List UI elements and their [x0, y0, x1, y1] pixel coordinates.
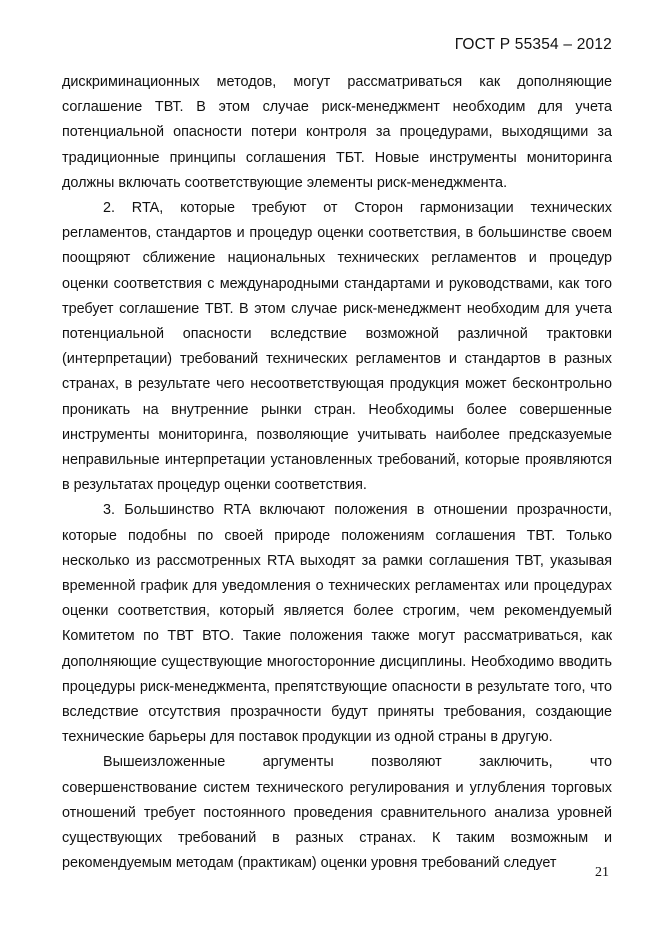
paragraph-continuation: дискриминационных методов, могут рассматриваться как дополняющие соглашение ТВТ. В этом случае риск-менеджмент необходим для учета потенциальной опасности потери контроля за процедурами, выходящими за традиционные принципы соглашения ТБТ. Новые инструменты мониторинга должны включать соответствующие элементы риск-менеджмента.	[62, 74, 612, 191]
document-body	[62, 70, 612, 877]
paragraph-item-2: 2. RTA, которые требуют от Сторон гармонизации технических регламентов, стандартов и процедур оценки соответствия, в большинстве своем поощряют сближение национальных технических регламентов и процедур оценки соответствия с международными стандартами и руководствами, как того требует соглашение ТВТ. В этом случае риск-менеджмент необходим для учета потенциальной опасности вследствие возможной различной трактовки (интерпретации) требований технических регламентов и стандартов в разных странах, в результате чего несоответствующая продукция может бесконтрольно проникать на внутренние рынки стран. Необходимы более совершенные инструменты мониторинга, позволяющие учитывать наиболее предсказуемые неправильные интерпретации установленных требований, которые проявляются в результатах процедур оценки соответствия.	[62, 200, 612, 494]
document-header: ГОСТ Р 55354 – 2012	[454, 36, 612, 53]
paragraph-item-3: 3. Большинство RTA включают положения в отношении прозрачности, которые подобны по своей природе положениям соглашения ТВТ. Только несколько из рассмотренных RTA выходят за рамки соглашения ТВТ, указывая временной график для уведомления о технических регламентах или процедурах оценки соответствия, который является более строгим, чем рекомендуемый Комитетом по ТВТ ВТО. Такие положения также могут рассматриваться, как дополняющие существующие многосторонние дисциплины. Необходимо вводить процедуры риск-менеджмента, препятствующие опасности в результате того, что вследствие отсутствия прозрачности будут приняты требования, создающие технические барьеры для поставок продукции из одной страны в другую.	[62, 502, 612, 746]
paragraph-conclusion: Вышеизложенные аргументы позволяют заключить, что совершенствование систем технического регулирования и углубления торговых отношений требует постоянного проведения сравнительного анализа уровней существующих требований в разных странах. К таким возможным и рекомендуемым методам (практикам) оценки уровня требований следует	[62, 754, 612, 872]
page-number: 21	[595, 865, 609, 880]
